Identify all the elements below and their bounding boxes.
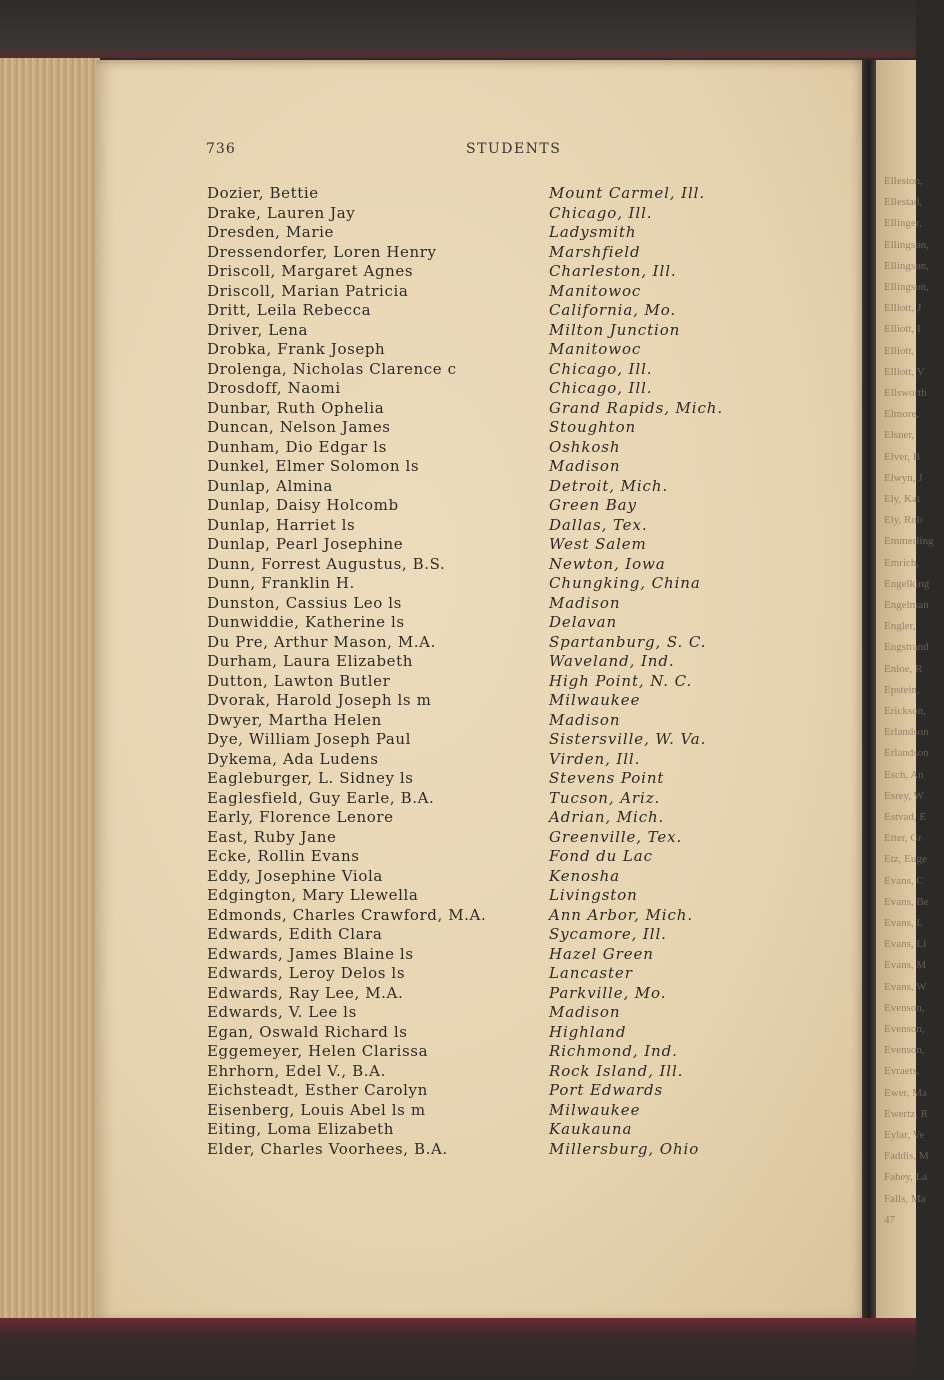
student-hometown: Chicago, Ill. xyxy=(549,379,653,397)
facing-page-word: Eylar, Ve xyxy=(884,1129,925,1141)
student-hometown: Delavan xyxy=(549,613,618,631)
student-name: Dutton, Lawton Butler xyxy=(207,672,391,690)
facing-page-word: Enloe, R xyxy=(884,663,923,675)
student-hometown: Oshkosh xyxy=(549,438,621,456)
student-hometown: Chicago, Ill. xyxy=(549,204,653,222)
student-hometown: Madison xyxy=(549,457,621,475)
student-hometown: Hazel Green xyxy=(549,945,654,963)
facing-page-word: Evans, M xyxy=(884,959,927,971)
student-name: Eisenberg, Louis Abel ls m xyxy=(207,1101,426,1119)
student-hometown: Manitowoc xyxy=(549,282,642,300)
facing-page-word: Evenson, xyxy=(884,1023,925,1035)
facing-page-word: Ellingson, xyxy=(884,260,929,272)
student-hometown: Chungking, China xyxy=(549,574,701,592)
student-hometown: Parkville, Mo. xyxy=(549,984,667,1002)
facing-page-word: Erlandson xyxy=(884,726,929,738)
student-name: Du Pre, Arthur Mason, M.A. xyxy=(207,633,436,651)
student-hometown: Waveland, Ind. xyxy=(549,652,675,670)
student-name: Elder, Charles Voorhees, B.A. xyxy=(207,1140,448,1158)
student-name: Edmonds, Charles Crawford, M.A. xyxy=(207,906,487,924)
facing-page-word: Engelman xyxy=(884,599,929,611)
student-name: Eiting, Loma Elizabeth xyxy=(207,1120,395,1138)
student-hometown: Charleston, Ill. xyxy=(549,262,677,280)
student-hometown: Highland xyxy=(549,1023,627,1041)
student-name: Driscoll, Margaret Agnes xyxy=(207,262,414,280)
facing-page-word: Fahey, La xyxy=(884,1171,928,1183)
facing-page-word: Elver, B xyxy=(884,451,921,463)
student-name: Driscoll, Marian Patricia xyxy=(207,282,409,300)
student-name: Dunlap, Pearl Josephine xyxy=(207,535,404,553)
facing-page-word: Esrey, W xyxy=(884,790,925,802)
student-hometown: Manitowoc xyxy=(549,340,642,358)
facing-page-word: Elliott, I xyxy=(884,323,921,335)
student-name: Dunlap, Almina xyxy=(207,477,333,495)
student-name: East, Ruby Jane xyxy=(207,828,337,846)
student-hometown: Virden, Ill. xyxy=(549,750,641,768)
student-name: Egan, Oswald Richard ls xyxy=(207,1023,408,1041)
facing-page-word: Etz, Euge xyxy=(884,853,927,865)
facing-page-word: Emmerling xyxy=(884,535,934,547)
student-name: Eichsteadt, Esther Carolyn xyxy=(207,1081,428,1099)
facing-page-word: Epstein, xyxy=(884,684,920,696)
student-name: Edwards, James Blaine ls xyxy=(207,945,414,963)
student-hometown: West Salem xyxy=(549,535,647,553)
facing-page-word: Emrich, xyxy=(884,557,920,569)
facing-page-word: Ellingson, xyxy=(884,281,929,293)
student-hometown: Greenville, Tex. xyxy=(549,828,683,846)
student-hometown: Rock Island, Ill. xyxy=(549,1062,684,1080)
student-hometown: Milwaukee xyxy=(549,1101,641,1119)
facing-page-word: Erickson, xyxy=(884,705,926,717)
student-hometown: Mount Carmel, Ill. xyxy=(549,184,706,202)
student-hometown: Spartanburg, S. C. xyxy=(549,633,707,651)
running-head-title: STUDENTS xyxy=(466,141,562,157)
student-name: Dunwiddie, Katherine ls xyxy=(207,613,405,631)
facing-page-word: Elliott, xyxy=(884,345,915,357)
student-hometown: Kaukauna xyxy=(549,1120,633,1138)
student-name: Dunn, Franklin H. xyxy=(207,574,355,592)
page-number: 736 xyxy=(206,141,236,157)
student-name: Dwyer, Martha Helen xyxy=(207,711,382,729)
student-hometown: Ann Arbor, Mich. xyxy=(549,906,694,924)
student-name: Dykema, Ada Ludens xyxy=(207,750,379,768)
student-hometown: Dallas, Tex. xyxy=(549,516,648,534)
student-name: Ecke, Rollin Evans xyxy=(207,847,360,865)
student-name: Eagleburger, L. Sidney ls xyxy=(207,769,414,787)
student-hometown: Lancaster xyxy=(549,964,633,982)
facing-page-word: Evraets, xyxy=(884,1065,920,1077)
facing-page-word: Ellingson, xyxy=(884,239,929,251)
student-hometown: Millersburg, Ohio xyxy=(549,1140,700,1158)
student-hometown: Richmond, Ind. xyxy=(549,1042,678,1060)
facing-page-word: Elliott, J xyxy=(884,302,922,314)
facing-page-word: Elwyn, J xyxy=(884,472,923,484)
student-name: Ehrhorn, Edel V., B.A. xyxy=(207,1062,386,1080)
student-name: Edwards, Leroy Delos ls xyxy=(207,964,406,982)
facing-page-word: Ely, Kat xyxy=(884,493,920,505)
student-hometown: Madison xyxy=(549,594,621,612)
facing-page-word: Evenson, xyxy=(884,1044,925,1056)
student-name: Durham, Laura Elizabeth xyxy=(207,652,414,670)
student-name: Dye, William Joseph Paul xyxy=(207,730,412,748)
student-name: Driver, Lena xyxy=(207,321,309,339)
student-name: Dozier, Bettie xyxy=(207,184,319,202)
student-name: Edwards, Edith Clara xyxy=(207,925,383,943)
page-stack-edge xyxy=(0,58,100,1320)
facing-page-word: 47 xyxy=(884,1214,895,1226)
student-name: Dresden, Marie xyxy=(207,223,334,241)
student-hometown: Madison xyxy=(549,1003,621,1021)
student-name: Dvorak, Harold Joseph ls m xyxy=(207,691,432,709)
student-hometown: Sistersville, W. Va. xyxy=(549,730,707,748)
student-name: Early, Florence Lenore xyxy=(207,808,394,826)
student-hometown: Marshfield xyxy=(549,243,641,261)
student-hometown: Milton Junction xyxy=(549,321,681,339)
student-hometown: Ladysmith xyxy=(549,223,637,241)
student-name: Duncan, Nelson James xyxy=(207,418,391,436)
student-name: Dressendorfer, Loren Henry xyxy=(207,243,437,261)
student-hometown: Detroit, Mich. xyxy=(549,477,669,495)
student-hometown: Kenosha xyxy=(549,867,620,885)
facing-page-word: Ely, Rob xyxy=(884,514,923,526)
facing-page-word: Engstrand xyxy=(884,641,929,653)
student-name: Eddy, Josephine Viola xyxy=(207,867,383,885)
student-name: Edwards, Ray Lee, M.A. xyxy=(207,984,404,1002)
facing-page-word: Elleston, xyxy=(884,175,923,187)
student-name: Dunlap, Harriet ls xyxy=(207,516,356,534)
facing-page-word: Evenson, xyxy=(884,1002,925,1014)
facing-page-word: Evans, W xyxy=(884,981,927,993)
student-hometown: Adrian, Mich. xyxy=(549,808,665,826)
student-name: Drosdoff, Naomi xyxy=(207,379,341,397)
student-hometown: Stevens Point xyxy=(549,769,665,787)
student-hometown: Green Bay xyxy=(549,496,637,514)
student-hometown: Port Edwards xyxy=(549,1081,664,1099)
facing-page-word: Faddis, M xyxy=(884,1150,929,1162)
dark-background-bottom xyxy=(0,1318,916,1380)
facing-page-word: Evans, C xyxy=(884,875,924,887)
student-hometown: Tucson, Ariz. xyxy=(549,789,661,807)
facing-page-word: Estvad, E xyxy=(884,811,927,823)
student-hometown: High Point, N. C. xyxy=(549,672,693,690)
dark-background-top xyxy=(0,0,916,58)
facing-page-word: Falls, Ma xyxy=(884,1193,926,1205)
facing-page-word: Evans, Be xyxy=(884,896,929,908)
facing-page-word: Engler, xyxy=(884,620,916,632)
student-hometown: Sycamore, Ill. xyxy=(549,925,667,943)
facing-page-word: Evans, L xyxy=(884,917,924,929)
facing-page-word: Ellestad, xyxy=(884,196,923,208)
facing-page-word: Ewertz, R xyxy=(884,1108,928,1120)
student-hometown: Newton, Iowa xyxy=(549,555,666,573)
facing-page-fragment xyxy=(876,60,934,1322)
student-name: Eggemeyer, Helen Clarissa xyxy=(207,1042,429,1060)
facing-page-word: Ellinger, xyxy=(884,217,922,229)
facing-page-word: Etter, Gr xyxy=(884,832,923,844)
student-name: Dunham, Dio Edgar ls xyxy=(207,438,387,456)
student-name: Drobka, Frank Joseph xyxy=(207,340,386,358)
facing-page-word: Engelking xyxy=(884,578,930,590)
student-name: Dunn, Forrest Augustus, B.S. xyxy=(207,555,446,573)
facing-page-word: Elsner, xyxy=(884,429,915,441)
facing-page-word: Ellsworth xyxy=(884,387,927,399)
student-hometown: Fond du Lac xyxy=(549,847,653,865)
student-hometown: Stoughton xyxy=(549,418,637,436)
facing-page-word: Elmore, xyxy=(884,408,920,420)
student-name: Drake, Lauren Jay xyxy=(207,204,356,222)
student-hometown: Grand Rapids, Mich. xyxy=(549,399,724,417)
facing-page-word: Ewer, Ma xyxy=(884,1087,927,1099)
student-name: Dunston, Cassius Leo ls xyxy=(207,594,402,612)
student-name: Dritt, Leila Rebecca xyxy=(207,301,372,319)
facing-page-word: Esch, An xyxy=(884,769,924,781)
student-hometown: California, Mo. xyxy=(549,301,677,319)
student-name: Drolenga, Nicholas Clarence c xyxy=(207,360,457,378)
facing-page-word: Erlandson xyxy=(884,747,929,759)
book-spine xyxy=(862,60,876,1322)
student-name: Edgington, Mary Llewella xyxy=(207,886,419,904)
student-name: Eaglesfield, Guy Earle, B.A. xyxy=(207,789,435,807)
student-name: Dunkel, Elmer Solomon ls xyxy=(207,457,420,475)
student-hometown: Livingston xyxy=(549,886,638,904)
facing-page-word: Elliott, V xyxy=(884,366,925,378)
student-hometown: Chicago, Ill. xyxy=(549,360,653,378)
student-name: Dunbar, Ruth Ophelia xyxy=(207,399,385,417)
student-hometown: Madison xyxy=(549,711,621,729)
student-name: Dunlap, Daisy Holcomb xyxy=(207,496,399,514)
student-hometown: Milwaukee xyxy=(549,691,641,709)
facing-page-word: Evans, Li xyxy=(884,938,927,950)
student-name: Edwards, V. Lee ls xyxy=(207,1003,357,1021)
